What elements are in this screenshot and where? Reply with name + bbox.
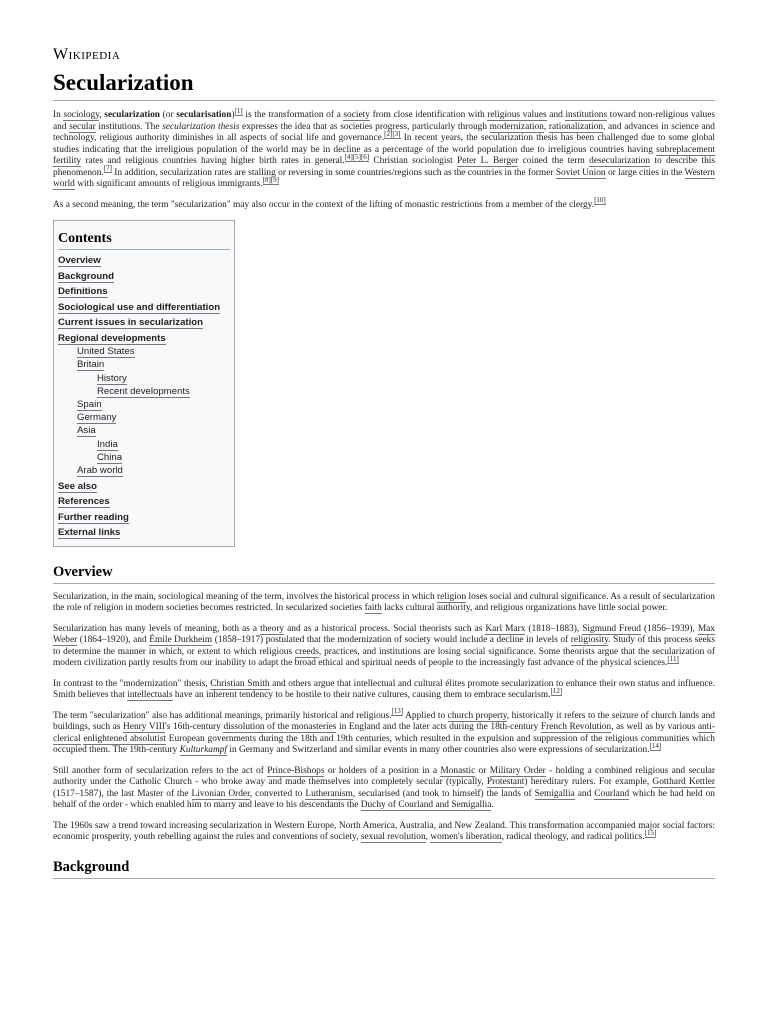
toc-item-germany[interactable]: Germany	[77, 412, 117, 424]
link-prince-bishops[interactable]: Prince-Bishops	[267, 765, 325, 776]
section-heading-overview: Overview	[53, 563, 715, 584]
link-courland[interactable]: Courland	[594, 788, 630, 799]
toc-item-china[interactable]: China	[97, 451, 123, 463]
citation-ref[interactable]: [1]	[234, 106, 243, 115]
citation-ref[interactable]: [12]	[550, 686, 563, 695]
intro-paragraph-1: In sociology, secularization (or secularisation)[1] is the transformation of a society from close identification with religious values and institutions toward non-religious values and secular institutions. The secularization thesis expresses the idea that as societies progress, particularly through modernization, rationalization, and advances in science and technology, religious authority diminishes in all aspects of social life and governance.[2][3] In recent years, the secularization thesis has been challenged due to some global studies indicating that the irreligious population of the world may be in decline as a percentage of the world population due to irreligious countries having subreplacement fertility rates and religious countries having higher birth rates in general.[4][5][6] Christian sociologist Peter L. Berger coined the term desecularization to describe this phenomenon.[7] In addition, secularization rates are stalling or reversing in some countries/regions such as the countries in the former Soviet Union or large cities in the Western world with significant amounts of religious immigrants.[8][9]	[53, 106, 716, 189]
link-sigmund-freud[interactable]: Sigmund Freud	[582, 623, 641, 634]
toc-item-background[interactable]: Background	[58, 270, 114, 282]
link-church-property[interactable]: church property	[447, 710, 507, 721]
overview-paragraph-4: The term "secularization" also has additional meanings, primarily historical and religious.[13] Applied to church property, historically it refers to the seizure of church lands and buildings, such as Henry VIII's 16th-century dissolution of the monasteries in England and the later acts during the 18th-century French Revolution, as well as by various anti-clerical enlightened absolutist European governments during the 18th and 19th centuries, which resulted in the expulsion and suppression of the religious communities which occupied them. The 19th-century Kulturkampf in Germany and Switzerland and similar events in many other countries also were expressions of secularization.[14]	[53, 707, 715, 756]
link-karl-marx[interactable]: Karl Marx	[485, 623, 526, 634]
link-sociology[interactable]: sociology	[63, 110, 100, 120]
intro-paragraph-2: As a second meaning, the term "secularization" may also occur in the context of the lifting of monastic restrictions from a member of the clergy.[10]	[53, 196, 606, 210]
link-secular[interactable]: secular	[69, 121, 96, 132]
link-duchy-courland-semigallia[interactable]: Duchy of Courland and Semigallia	[360, 800, 492, 811]
link-theory[interactable]: theory	[260, 623, 285, 634]
toc-item-further-reading[interactable]: Further reading	[58, 511, 129, 523]
citation-ref[interactable]: [13]	[391, 707, 404, 716]
bold-term-secularisation: secularisation	[176, 110, 232, 120]
link-society[interactable]: society	[343, 110, 370, 120]
link-institutions[interactable]: institutions	[565, 110, 608, 120]
link-max-weber[interactable]: Max Weber	[53, 623, 715, 646]
toc-item-arab-world[interactable]: Arab world	[77, 465, 123, 476]
toc-item-regional-developments[interactable]: Regional developments	[58, 332, 166, 344]
link-lutheranism[interactable]: Lutheranism	[305, 788, 353, 799]
link-subreplacement-fertility[interactable]: subreplacement fertility	[53, 144, 715, 166]
link-enlightened-absolutist[interactable]: enlightened absolutist	[83, 733, 166, 744]
citation-ref[interactable]: [7]	[103, 164, 112, 173]
toc-item-united-states[interactable]: United States	[77, 346, 135, 358]
italic-thesis: secularization thesis	[162, 121, 240, 132]
link-peter-berger[interactable]: Peter L. Berger	[457, 156, 519, 166]
toc-item-asia[interactable]: Asia	[77, 425, 96, 437]
toc-item-overview[interactable]: Overview	[58, 255, 101, 266]
citation-ref[interactable]: [11]	[667, 654, 679, 663]
overview-paragraph-2: Secularization has many levels of meaning, both as a theory and as a historical process. Social theorists such as Karl Marx (1818–1883), Sigmund Freud (1856–1939), Max Weber (1864–1920), and Émile Durkheim (1858–1917) postulated that the modernization of society would include a decline in levels of religiosity. Study of this process seeks to determine the manner in which, or extent to which religious creeds, practices, and institutions are losing social significance. Some theorists argue that the secularization of modern civilization partly results from our inability to adapt the broad ethical and spiritual needs of people to the increasingly fast advance of the physical sciences.[11]	[53, 623, 715, 669]
link-creeds[interactable]: creeds	[294, 646, 319, 657]
link-military-order[interactable]: Military Order	[489, 765, 546, 776]
table-of-contents	[53, 220, 235, 547]
citation-ref[interactable]: [2][3]	[384, 129, 401, 138]
link-anti-clerical[interactable]: anti-clerical	[53, 722, 715, 744]
link-modernization[interactable]: modernization	[489, 121, 544, 132]
link-western-world[interactable]: Western world	[53, 167, 715, 189]
link-dissolution-monasteries[interactable]: dissolution of the monasteries	[223, 722, 337, 733]
link-french-revolution[interactable]: French Revolution	[540, 722, 612, 733]
link-livonian-order[interactable]: Livonian Order	[191, 788, 250, 799]
link-soviet-union[interactable]: Soviet Union	[555, 167, 606, 178]
citation-ref[interactable]: [14]	[649, 741, 662, 750]
toc-item-see-also[interactable]: See also	[58, 480, 97, 492]
citation-ref[interactable]: [15]	[644, 828, 657, 837]
overview-paragraph-1: Secularization, in the main, sociological meaning of the term, involves the historical process in which religion loses social and cultural significance. As a result of secularization the role of religion in modern societies becomes restricted. In secularized societies faith lacks cultural authority, and religious organizations have little social power.	[53, 591, 715, 614]
citation-ref[interactable]: [10]	[594, 196, 606, 205]
link-faith[interactable]: faith	[364, 603, 382, 614]
link-christian-smith[interactable]: Christian Smith	[210, 678, 270, 689]
link-intellectuals[interactable]: intellectuals	[127, 690, 173, 701]
citation-ref[interactable]: [8][9]	[262, 175, 279, 184]
link-sexual-revolution[interactable]: sexual revolution	[360, 832, 426, 843]
citation-ref[interactable]: [4][5][6]	[344, 152, 370, 161]
toc-title: Contents	[58, 231, 230, 250]
link-kulturkampf[interactable]: Kulturkampf	[179, 745, 228, 756]
link-monastic[interactable]: Monastic	[440, 765, 476, 776]
overview-paragraph-3: In contrast to the "modernization" thesis, Christian Smith and others argue that intellectual and cultural élites promote secularization to enhance their own status and influence. Smith believes that intellectuals have an inherent tendency to be hostile to their native cultures, causing them to embrace secularism.[12]	[53, 678, 715, 701]
link-desecularization[interactable]: desecularization	[589, 156, 651, 166]
toc-item-current-issues[interactable]: Current issues in secularization	[58, 317, 204, 329]
toc-item-britain[interactable]: Britain	[77, 359, 105, 371]
toc-item-sociological-use[interactable]: Sociological use and differentiation	[58, 301, 221, 313]
toc-item-spain[interactable]: Spain	[77, 398, 102, 410]
toc-item-india[interactable]: India	[97, 438, 118, 450]
link-religiosity[interactable]: religiosity	[570, 635, 609, 646]
link-protestant[interactable]: Protestant	[486, 777, 525, 788]
toc-item-definitions[interactable]: Definitions	[58, 286, 108, 298]
link-religious-values[interactable]: religious values	[487, 110, 547, 120]
toc-item-references[interactable]: References	[58, 496, 110, 508]
link-religion[interactable]: religion	[437, 591, 467, 602]
link-semigallia[interactable]: Semigallia	[534, 788, 575, 799]
toc-item-recent-developments[interactable]: Recent developments	[97, 385, 190, 397]
page-title: Secularization	[53, 68, 715, 101]
section-heading-background: Background	[53, 858, 715, 879]
wikipedia-logo[interactable]: Wikipedia	[53, 46, 121, 63]
link-gotthard-kettler[interactable]: Gotthard Kettler	[652, 777, 715, 788]
toc-item-history[interactable]: History	[97, 372, 127, 384]
bold-term-secularization: secularization	[104, 110, 161, 120]
link-henry-viii[interactable]: Henry VIII	[123, 722, 166, 733]
article-body	[53, 106, 716, 887]
link-womens-liberation[interactable]: women's liberation	[430, 832, 502, 843]
overview-paragraph-5: Still another form of secularization refers to the act of Prince-Bishops or holders of a position in a Monastic or Military Order - holding a combined religious and secular authority under the Catholic Church - who broke away and made themselves into completely secular (typically, Protestant) hereditary rulers. For example, Gotthard Kettler (1517–1587), the last Master of the Livonian Order, converted to Lutheranism, secularised (and took to himself) the lands of Semigallia and Courland which he had held on behalf of the order - which enabled him to marry and leave to his descendants the Duchy of Courland and Semigallia.	[53, 765, 716, 811]
link-emile-durkheim[interactable]: Émile Durkheim	[149, 635, 213, 646]
toc-item-external-links[interactable]: External links	[58, 527, 121, 539]
overview-paragraph-6: The 1960s saw a trend toward increasing secularization in Western Europe, North America, Australia, and New Zealand. This transformation accompanied major social factors: economic prosperity, youth rebelling against the rules and conventions of society, sexual revolution, women's liberation, radical theology, and radical politics.[15]	[53, 820, 715, 843]
link-rationalization[interactable]: rationalization	[548, 121, 603, 132]
